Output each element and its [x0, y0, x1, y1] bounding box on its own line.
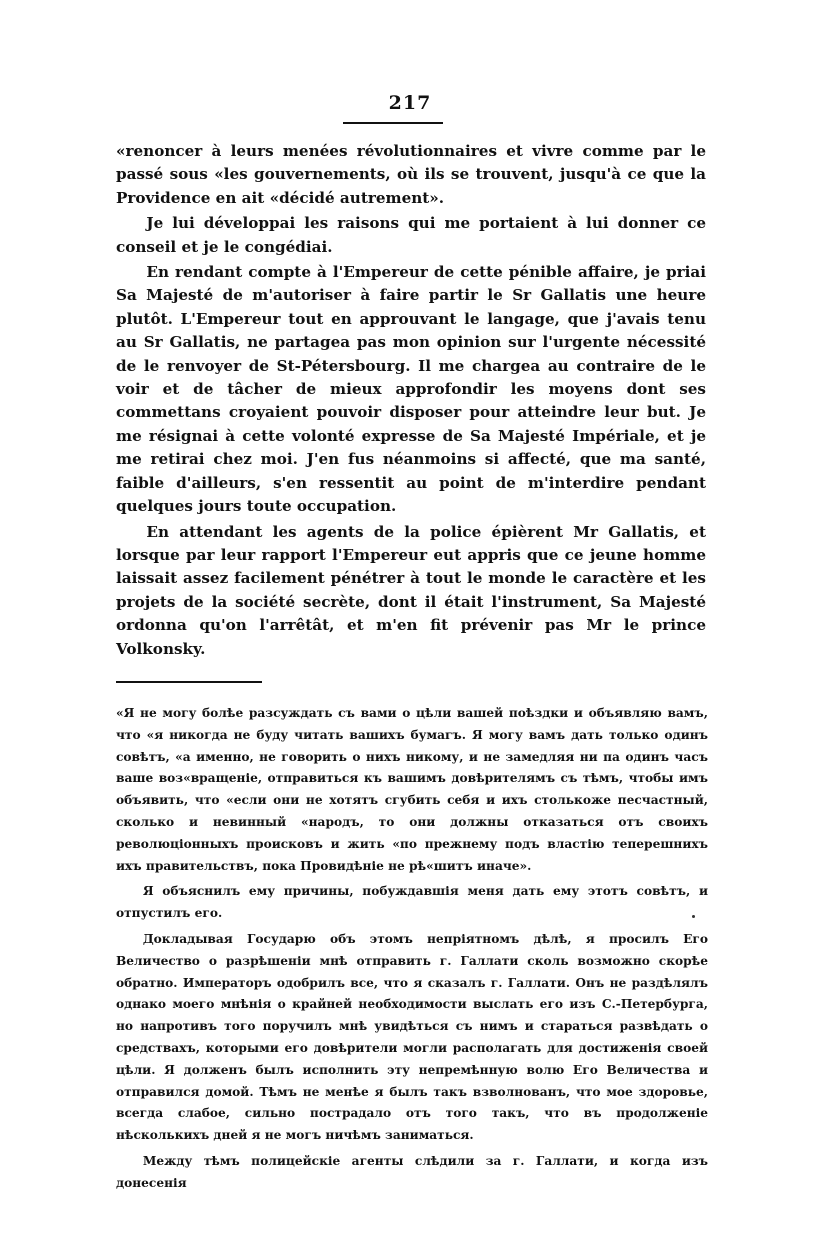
french-paragraph-2: Je lui développai les raisons qui me portaient à lui donner ce conseil et je le congédiai. [116, 214, 706, 256]
russian-paragraph-2: Я объяснилъ ему причины, побуждавшія меня дать ему этотъ совѣтъ, и отпустилъ его. [116, 884, 708, 921]
french-paragraph-4: En attendant les agents de la police épièrent Mr Gallatis, et lorsque par leur rapport l'Empereur eut appris que ce jeune homme laissait assez facilement pénétrer à tout le monde le caractère et les projets de la société secrète, dont il était l'instrument, Sa Majesté ordonna qu'on l'arrêtât, et m'en fit prévenir pas Mr le prince Volkonsky. [116, 522, 706, 658]
russian-paragraph-3: Докладывая Государю объ этомъ непріятномъ дѣлѣ, я просилъ Его Величество о разрѣшеніи мнѣ отправить г. Галлати сколь возможно скорѣе обратно. Императоръ одобрилъ все, что я сказалъ г. Галлати. Онъ не раздѣлялъ однако моего мнѣнія о крайней необходимости выслать его изъ С.-Петербурга, но напротивъ того поручилъ мнѣ увидѣться съ нимъ и стараться развѣдать о средствахъ, которыми его довѣрители могли располагать для достиженія своей цѣли. Я долженъ былъ исполнить эту непремѣнную волю Его Величества и отправился домой. Тѣмъ не менѣе я былъ такъ взволнованъ, что мое здоровье, всегда слабое, сильно пострадало отъ того такъ, что въ продолженіе нѣсколькихъ дней я не могъ ничѣмъ заниматься. [116, 931, 708, 1143]
french-text-block [116, 140, 706, 663]
page-number: 217 [388, 92, 432, 114]
russian-paragraph-4: Между тѣмъ полицейскіе агенты слѣдили за г. Галлати, и когда изъ донесенія [116, 1153, 708, 1190]
footnote-rule [116, 681, 262, 683]
french-paragraph-3: En rendant compte à l'Empereur de cette pénible affaire, je priai Sa Majesté de m'autoriser à faire partir le Sr Gallatis une heure plutôt. L'Empereur tout en approuvant le langage, que j'avais tenu au Sr Gallatis, ne partagea pas mon opinion sur l'urgente nécessité de le renvoyer de St-Pétersbourg. Il me chargea au contraire de le voir et de tâcher de mieux approfondir les moyens dont ses commettans croyaient pouvoir disposer pour atteindre leur but. Je me résignai à cette volonté expresse de Sa Majesté Impériale, et je me retirai chez moi. J'en fus néanmoins si affecté, que ma santé, faible d'ailleurs, s'en ressentit au point de m'interdire pendant quelques jours toute occupation. [116, 263, 706, 516]
print-speck [692, 915, 695, 918]
russian-translation-block [116, 703, 708, 1199]
french-paragraph-1: «renoncer à leurs menées révolutionnaires et vivre comme par le passé sous «les gouvernements, où ils se trouvent, jusqu'à ce que la Providence en ait «décidé autrement». [116, 142, 706, 207]
russian-paragraph-1: «Я не могу болѣе разсуждать съ вами о цѣли вашей поѣздки и объявляю вамъ, что «я никогда не буду читать вашихъ бумагъ. Я могу вамъ дать только одинъ совѣтъ, «а именно, не говорить о нихъ никому, и не замедляя ни па одинъ часъ ваше воз«вращеніе, отправиться къ вашимъ довѣрителямъ съ тѣмъ, чтобы имъ объявить, что «если они не хотятъ сгубить себя и ихъ столькоже песчастный, сколько и невинный «народъ, то они должны отказаться отъ своихъ революціонныхъ происковъ и жить «по прежнему подъ властію теперешнихъ ихъ правительствъ, пока Провидѣніе не рѣ«шитъ иначе». [116, 706, 708, 873]
header-rule [343, 122, 443, 124]
